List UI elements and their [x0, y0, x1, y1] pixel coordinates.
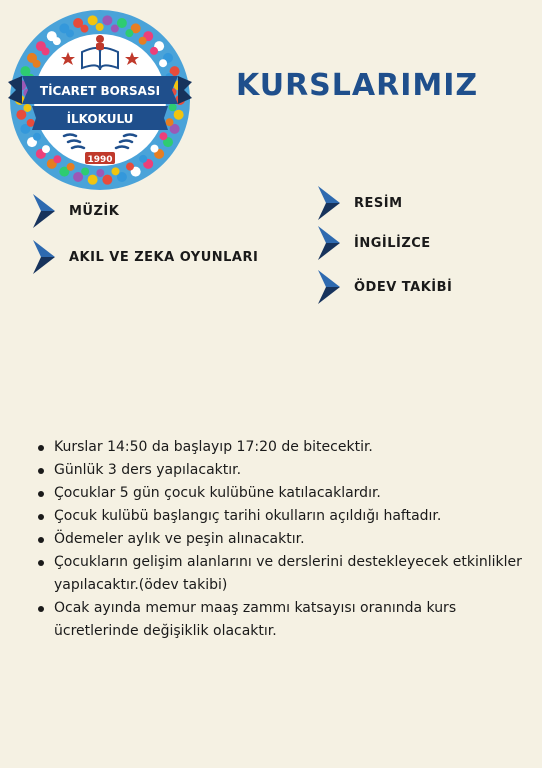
- decorative-dot: [53, 155, 61, 163]
- list-item: Ocak ayında memur maaş zammı katsayısı oranında kurs ücretlerinde değişiklik olacaktır.: [34, 597, 524, 643]
- decorative-dot: [102, 175, 112, 185]
- decorative-dot: [112, 167, 120, 175]
- course-item-muzik: [33, 194, 119, 228]
- list-item: Kurslar 14:50 da başlayıp 17:20 de bitecektir.: [34, 436, 524, 459]
- course-item-resim: [318, 186, 403, 220]
- decorative-dot: [174, 110, 184, 120]
- decorative-dot: [73, 172, 83, 182]
- decorative-dot: [33, 133, 41, 141]
- decorative-dot: [159, 132, 167, 140]
- decorative-dot: [111, 25, 119, 33]
- bullet-icon: [38, 537, 44, 543]
- chevron-right-icon: [318, 270, 340, 304]
- decorative-dot: [139, 155, 147, 163]
- decorative-dot: [80, 25, 88, 33]
- chevron-right-icon: [33, 194, 55, 228]
- list-item: Ödemeler aylık ve peşin alınacaktır.: [34, 528, 524, 551]
- course-item-akil: [33, 240, 258, 274]
- bullet-icon: [38, 445, 44, 451]
- decorative-dot: [126, 163, 134, 171]
- bullet-icon: [38, 560, 44, 566]
- course-label-resim: RESİM: [354, 195, 403, 211]
- chevron-right-icon: [318, 186, 340, 220]
- decorative-dot: [53, 37, 61, 45]
- course-label-odev: ÖDEV TAKİBİ: [354, 279, 453, 295]
- bullet-icon: [38, 491, 44, 497]
- list-item: Günlük 3 ders yapılacaktır.: [34, 459, 524, 482]
- decorative-dot: [150, 145, 158, 153]
- list-item: Çocuk kulübü başlangıç tarihi okulların açıldığı haftadır.: [34, 505, 524, 528]
- list-item: Çocukların gelişim alanlarını ve derslerini destekleyecek etkinlikler yapılacaktır.(ödev takibi): [34, 551, 524, 597]
- course-item-ingilizce: [318, 226, 431, 260]
- course-label-akil: AKIL VE ZEKA OYUNLARI: [69, 249, 259, 265]
- decorative-dot: [42, 145, 50, 153]
- decorative-dot: [139, 37, 147, 45]
- logo-name-line2: İLKOKULU: [66, 112, 134, 126]
- decorative-dot: [96, 23, 104, 31]
- decorative-dot: [88, 175, 98, 185]
- decorative-dot: [125, 29, 133, 37]
- info-list: [34, 436, 524, 643]
- bullet-icon: [38, 468, 44, 474]
- course-label-muzik: MÜZİK: [69, 203, 120, 219]
- decorative-dot: [159, 59, 167, 67]
- decorative-dot: [102, 15, 112, 25]
- decorative-dot: [81, 167, 89, 175]
- page-title: KURSLARIMIZ: [236, 68, 479, 103]
- decorative-dot: [67, 163, 75, 171]
- decorative-dot: [33, 60, 41, 68]
- decorative-dot: [88, 15, 98, 25]
- decorative-dot: [150, 47, 158, 55]
- course-item-odev: [318, 270, 452, 304]
- decorative-dot: [169, 103, 177, 111]
- logo-name-line1: TİCARET BORSASI: [39, 84, 161, 98]
- chevron-right-icon: [318, 226, 340, 260]
- course-label-ingilizce: İNGİLİZCE: [354, 235, 431, 251]
- decorative-dot: [16, 110, 26, 120]
- bullet-icon: [38, 606, 44, 612]
- chevron-right-icon: [33, 240, 55, 274]
- logo-year: 1990: [87, 155, 113, 165]
- decorative-dot: [42, 47, 50, 55]
- school-logo: [6, 6, 194, 194]
- decorative-dot: [117, 18, 127, 28]
- decorative-dot: [166, 118, 174, 126]
- list-item: Çocuklar 5 gün çocuk kulübüne katılacaklardır.: [34, 482, 524, 505]
- decorative-dot: [23, 104, 31, 112]
- decorative-dot: [96, 169, 104, 177]
- bullet-icon: [38, 514, 44, 520]
- decorative-dot: [66, 29, 74, 37]
